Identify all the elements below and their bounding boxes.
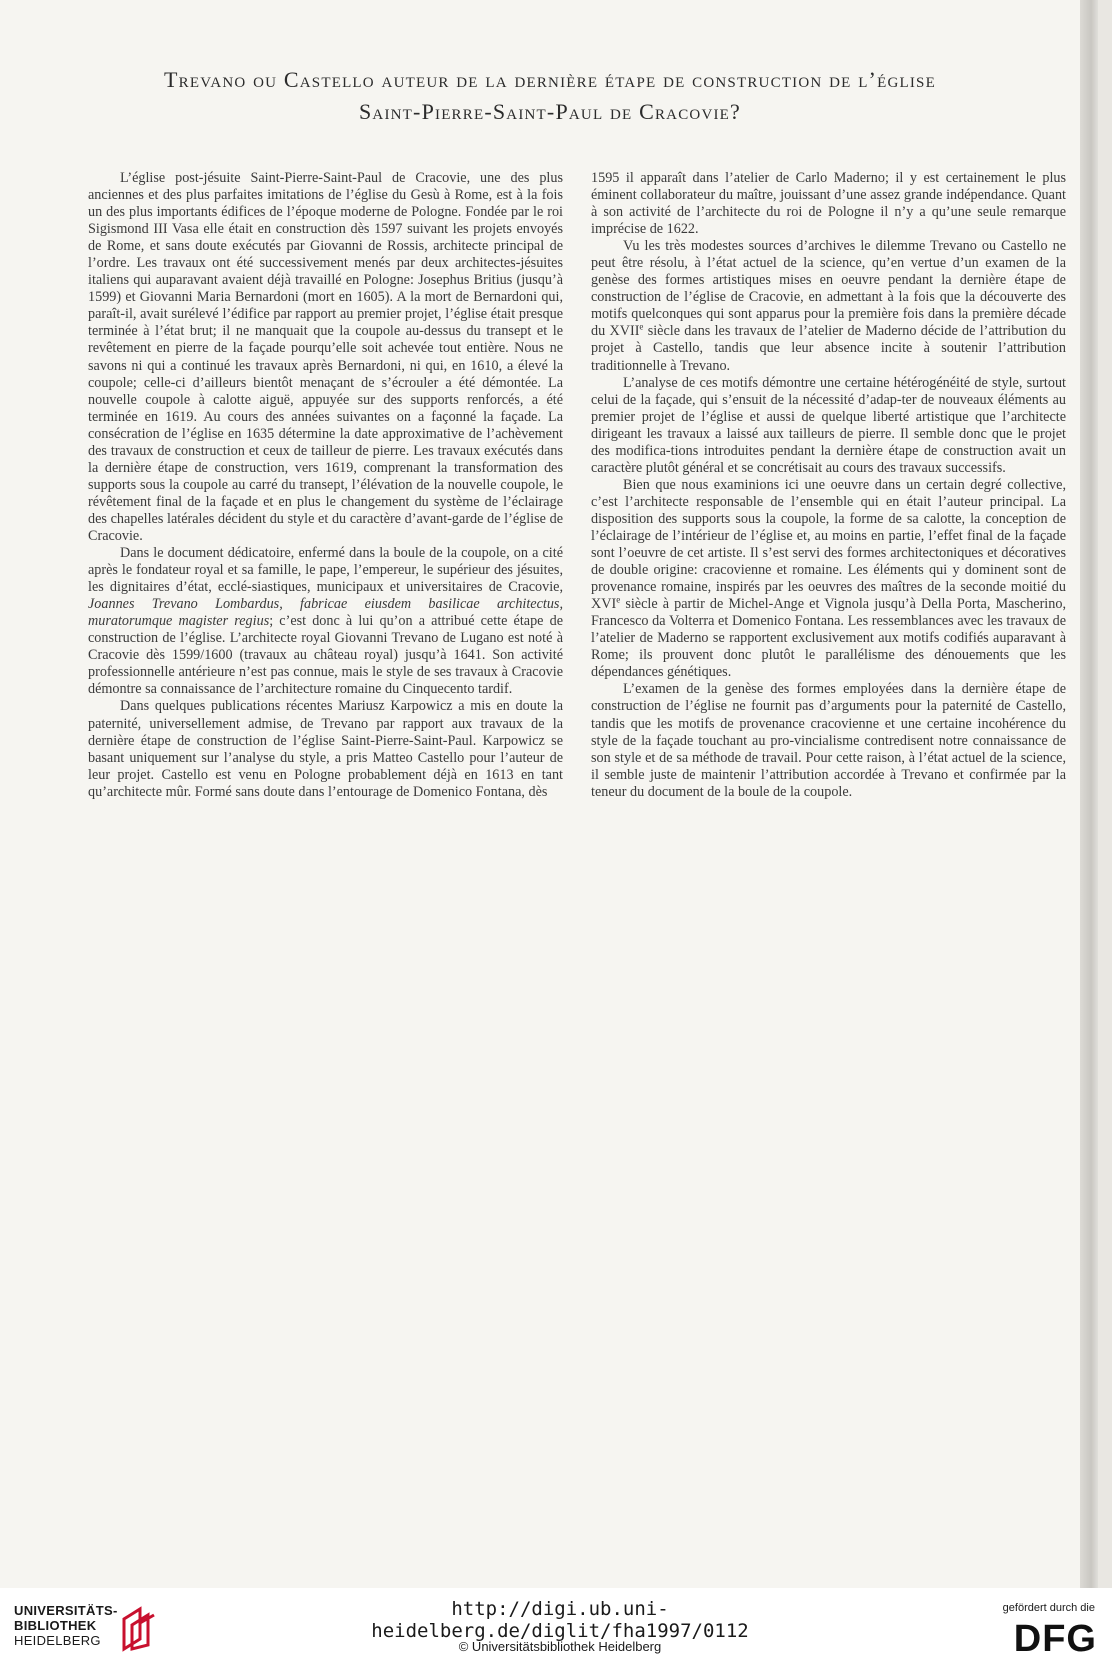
library-logo[interactable] bbox=[14, 1603, 164, 1655]
library-name-line: BIBLIOTHEK bbox=[14, 1618, 97, 1633]
paragraph bbox=[88, 545, 563, 698]
paragraph: 1595 il apparaît dans l’atelier de Carlo Maderno; il y est certainement le plus éminent collaborateur du maître, jouissant d’une assez grande indépendance. Quant à son activité de l’architecte du roi de Pologne il n’y a qu’une seule remarque imprécise de 1622. bbox=[591, 170, 1066, 238]
permalink-url[interactable]: http://digi.ub.uni-heidelberg.de/diglit/fha1997/0112 bbox=[371, 1598, 749, 1642]
page-edge bbox=[1080, 0, 1098, 1588]
title-line-2: Saint-Pierre-Saint-Paul de Cracovie? bbox=[358, 99, 742, 124]
left-column bbox=[88, 170, 563, 801]
funding-note: gefördert durch die bbox=[1002, 1602, 1095, 1614]
paragraph-text: Bien que nous examinions ici une oeuvre dans un certain degré collective, c’est l’architecte responsable de l’ensemble qui en était l’auteur principal. La disposition des supports sous la coupole, la forme de sa calotte, la conception de l’éclairage de l’intérieur de l’église et, au moins en partie, l’effet final de la façade sont l’oeuvre de cet artiste. Il s’est servi des formes architectoniques et décoratives de double origine: cracovienne et romaine. Les éléments qui y dominent sont de provenance romaine, inspirés par les oeuvres des maîtres de la seconde moitié du XVI bbox=[591, 476, 1066, 613]
paragraph-text: siècle dans les travaux de l’atelier de Maderno décide de l’attribution du projet à Castello, tandis que leur absence incite à soutenir l’attribution traditionnelle à Trevano. bbox=[591, 323, 1066, 374]
ub-heidelberg-logo-icon bbox=[114, 1605, 160, 1653]
footer-bar bbox=[0, 1588, 1112, 1671]
paragraph bbox=[591, 477, 1066, 682]
paragraph-text: Dans le document dédicatoire, enfermé dans la boule de la coupole, on a cité après le fondateur royal et sa famille, le pape, l’empereur, le supérieur des jésuites, les dignitaires d’état, ecclé-siastiques, municipaux et universitaires de Cracovie, bbox=[88, 545, 563, 596]
library-name-line: HEIDELBERG bbox=[14, 1633, 101, 1648]
superscript: e bbox=[639, 321, 644, 332]
latin-quote: Joannes Trevano Lombardus, fabricae eiusdem basilicae architectus, muratorumque magister regius bbox=[88, 596, 563, 630]
title-line-1: Trevano ou Castello auteur de la dernière étape de construction de l’église bbox=[164, 67, 936, 92]
superscript: e bbox=[616, 594, 621, 605]
paragraph: L’examen de la genèse des formes employées dans la dernière étape de construction de l’église ne fournit pas d’arguments pour la paternité de Castello, tandis que les motifs de provenance cracovienne et une certaine incohérence du style de la façade touchant au pro-vincialisme contredisent notre connaissance de son style et de sa méthode de travail. Pour cette raison, à l’état actuel de la science, il semble juste de maintenir l’attribution accordée à Trevano et confirmée par la teneur du document de la boule de la coupole. bbox=[591, 681, 1066, 800]
paragraph bbox=[591, 238, 1066, 374]
library-name bbox=[14, 1603, 118, 1648]
paragraph-text: Vu les très modestes sources d’archives le dilemme Trevano ou Castello ne peut être résolu, à l’état actuel de la science, qu’en vertue d’un examen de la genèse des formes artistiques mises en oeuvre pendant la dernière étape de construction de l’église de Cracovie, en admettant à la fois que la découverte des motifs quelconques qui sont apparus pour la première fois dans la première décade du XVII bbox=[591, 238, 1066, 340]
dfg-logo[interactable]: DFG bbox=[1013, 1618, 1097, 1660]
copyright-notice: © Universitätsbibliothek Heidelberg bbox=[458, 1639, 662, 1654]
paragraph: L’analyse de ces motifs démontre une certaine hétérogénéité de style, surtout celui de la façade, qui s’ensuit de la nécessité d’adap-ter de nouveaux éléments au premier projet de l’église et aussi de quelque liberté artistique que l’architecte dirigeant les travaux a laissé aux tailleurs de pierre. Il semble donc que le projet des modifica-tions introduites pendant la dernière étape de construction avait un caractère plutôt général et se concrétisait au cours des travaux successifs. bbox=[591, 374, 1066, 476]
paragraph-text: ; c’est donc à lui qu’on a attribué cette étape de construction de l’église. L’architecte royal Giovanni Trevano de Lugano est noté à Cracovie dès 1599/1600 (travaux au château royal) jusqu’à 1641. Son activité professionnelle antérieure n’est pas connue, mais le style de ses travaux à Cracovie démontre sa connaissance de l’architecture romaine du Cinquecento tardif. bbox=[88, 613, 563, 698]
right-column bbox=[591, 170, 1066, 801]
library-name-line: UNIVERSITÄTS- bbox=[14, 1603, 118, 1618]
article-title bbox=[40, 64, 1060, 128]
paragraph: L’église post-jésuite Saint-Pierre-Saint-Paul de Cracovie, une des plus anciennes et des plus parfaites imitations de l’église du Gesù à Rome, est à la fois un des plus importants édifices de l’époque moderne de Pologne. Fondée par le roi Sigismond III Vasa elle était en construction dès 1597 suivant les projets envoyés de Rome, et sans doute exécutés par Giovanni de Rossis, architecte principal de l’ordre. Les travaux ont été successivement menés par deux architectes-jésuites italiens qui auparavant avaient déjà travaillé en Pologne: Josephus Britius (jusqu’à 1599) et Giovanni Maria Bernardoni (mort en 1605). A la mort de Bernardoni qui, paraît-il, avait surélevé l’édifice par rapport au premier projet, l’église était presque terminée à l’état brut; il ne manquait que la coupole au-dessus du transept et le revêtement en pierre de la façade pourqu’elle soit achevée tout entière. Nous ne savons ni qui a continué les travaux après Bernardoni, ni qui, en 1610, a élevé la coupole; celle-ci d’ailleurs bientôt menaçant de s’écrouler a été démontée. La nouvelle coupole à calotte aiguë, appuyée sur des supports renforcés, a été terminée en 1619. Au cours des années suivantes on a façonné la façade. La consécration de l’église en 1635 détermine la date approximative de l’achèvement des travaux de construction et ceux de tailleur de pierre. Les travaux exécutés dans la dernière étape de construction, vers 1619, comprenant la transformation des supports sous la coupole au carré du transept, l’élévation de la nouvelle coupole, le révêtement final de la façade et en plus le changement du système de l’éclairage des chapelles latérales décident du style et du caractère d’avant-garde de l’église de Cracovie. bbox=[88, 170, 563, 544]
paragraph-text: siècle à partir de Michel-Ange et Vignola jusqu’à Della Porta, Mascherino, Francesco da Volterra et Domenico Fontana. Les ressemblances avec les travaux de l’atelier de Maderno se rapportent exclusivement aux motifs codifiés auparavant à Rome; ils prouvent donc plutôt le parallélisme des dénouements que les dépendances génétiques. bbox=[591, 596, 1066, 681]
paragraph: Dans quelques publications récentes Mariusz Karpowicz a mis en doute la paternité, universellement admise, de Trevano par rapport aux travaux de la dernière étape de construction de l’église Saint-Pierre-Saint-Paul. Karpowicz se basant uniquement sur l’analyse du style, a pris Matteo Castello pour l’auteur de leur projet. Castello est venu en Pologne probablement déjà en 1613 en tant qu’architecte mûr. Formé sans doute dans l’entourage de Domenico Fontana, dès bbox=[88, 698, 563, 800]
